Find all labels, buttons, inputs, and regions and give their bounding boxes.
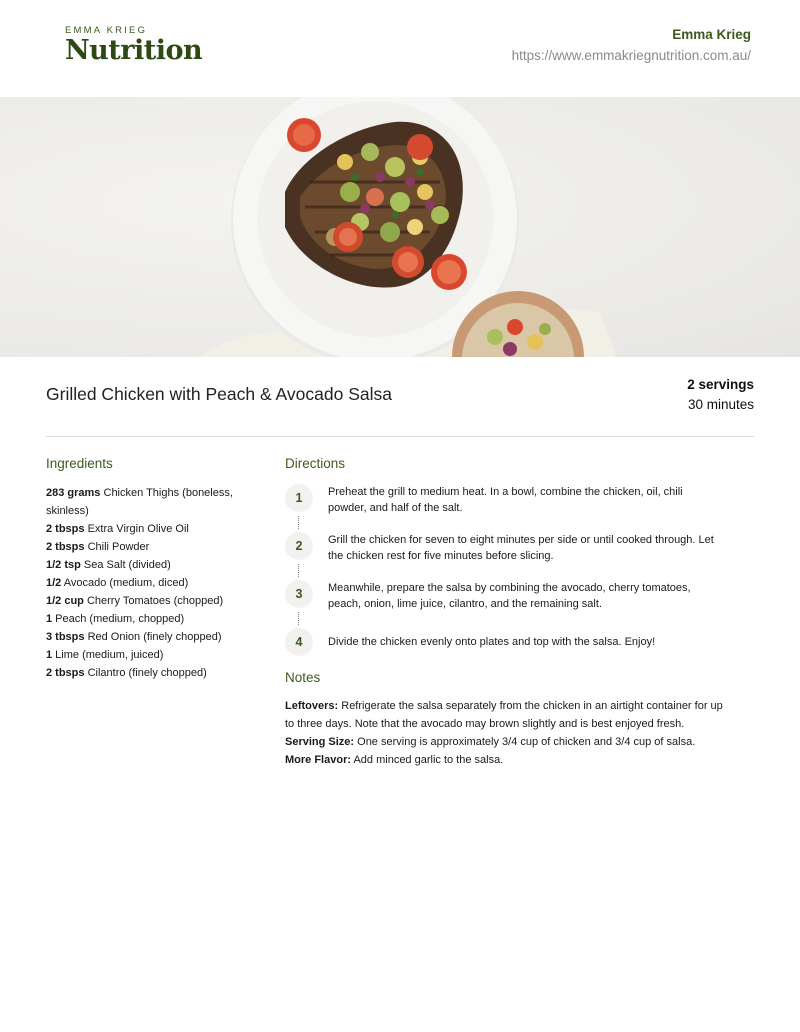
brand-info	[512, 27, 751, 63]
direction-step	[285, 628, 725, 676]
recipe-hero-image	[0, 97, 800, 357]
ingredient-item: 3 tbsps Red Onion (finely chopped)	[46, 631, 222, 643]
ingredient-item: 1 Lime (medium, juiced)	[46, 649, 164, 661]
cook-time: 30 minutes	[687, 397, 754, 412]
step-number: 4	[285, 628, 313, 656]
divider	[46, 436, 754, 437]
step-number: 3	[285, 580, 313, 608]
recipe-meta	[687, 375, 754, 415]
step-text: Preheat the grill to medium heat. In a bowl, combine the chicken, oil, chili powder, and half of the salt.	[328, 486, 683, 514]
ingredients-heading: Ingredients	[46, 456, 113, 471]
ingredient-item: 2 tbsps Extra Virgin Olive Oil	[46, 523, 189, 535]
website-link[interactable]: https://www.emmakriegnutrition.com.au/	[511, 48, 751, 63]
step-connector	[298, 564, 299, 577]
ingredient-item: 1/2 Avocado (medium, diced)	[46, 577, 189, 589]
recipe-title-row	[46, 373, 754, 421]
direction-step	[285, 532, 725, 580]
step-text: Grill the chicken for seven to eight minutes per side or until cooked through. Let the chicken rest for five minutes before slicing.	[328, 534, 714, 562]
food-photo	[0, 97, 800, 357]
author-name: Emma Krieg	[672, 27, 751, 42]
step-text: Divide the chicken evenly onto plates and top with the salsa. Enjoy!	[328, 636, 656, 648]
step-number: 2	[285, 532, 313, 560]
note-item: Leftovers: Refrigerate the salsa separately from the chicken in an airtight container for up to three days. Note that the avocado may brown slightly and is best enjoyed fresh.	[285, 700, 723, 730]
step-text: Meanwhile, prepare the salsa by combining the avocado, cherry tomatoes, peach, onion, lime juice, cilantro, and the remaining salt.	[328, 582, 691, 610]
recipe-title: Grilled Chicken with Peach & Avocado Salsa	[46, 384, 392, 404]
page-header	[0, 0, 800, 97]
notes-list	[285, 697, 725, 769]
step-connector	[298, 612, 299, 625]
brand-logo	[65, 25, 202, 65]
step-connector	[298, 516, 299, 529]
ingredient-item: 1 Peach (medium, chopped)	[46, 613, 185, 625]
directions-list	[285, 484, 725, 676]
directions-heading: Directions	[285, 456, 346, 471]
logo-title: Nutrition	[65, 35, 203, 66]
logo-subtitle: EMMA KRIEG	[65, 25, 148, 36]
ingredient-item: 283 grams Chicken Thighs (boneless, skinless)	[46, 487, 233, 517]
step-number: 1	[285, 484, 313, 512]
ingredient-item: 1/2 cup Cherry Tomatoes (chopped)	[46, 595, 224, 607]
ingredient-item: 1/2 tsp Sea Salt (divided)	[46, 559, 171, 571]
note-item: More Flavor: Add minced garlic to the salsa.	[285, 754, 504, 766]
notes-heading: Notes	[285, 670, 321, 685]
ingredient-item: 2 tbsps Cilantro (finely chopped)	[46, 667, 207, 679]
ingredients-list	[46, 484, 256, 682]
ingredient-item: 2 tbsps Chili Powder	[46, 541, 150, 553]
direction-step	[285, 484, 725, 532]
servings: 2 servings	[687, 377, 754, 392]
direction-step	[285, 580, 725, 628]
note-item: Serving Size: One serving is approximately 3/4 cup of chicken and 3/4 cup of salsa.	[285, 736, 696, 748]
